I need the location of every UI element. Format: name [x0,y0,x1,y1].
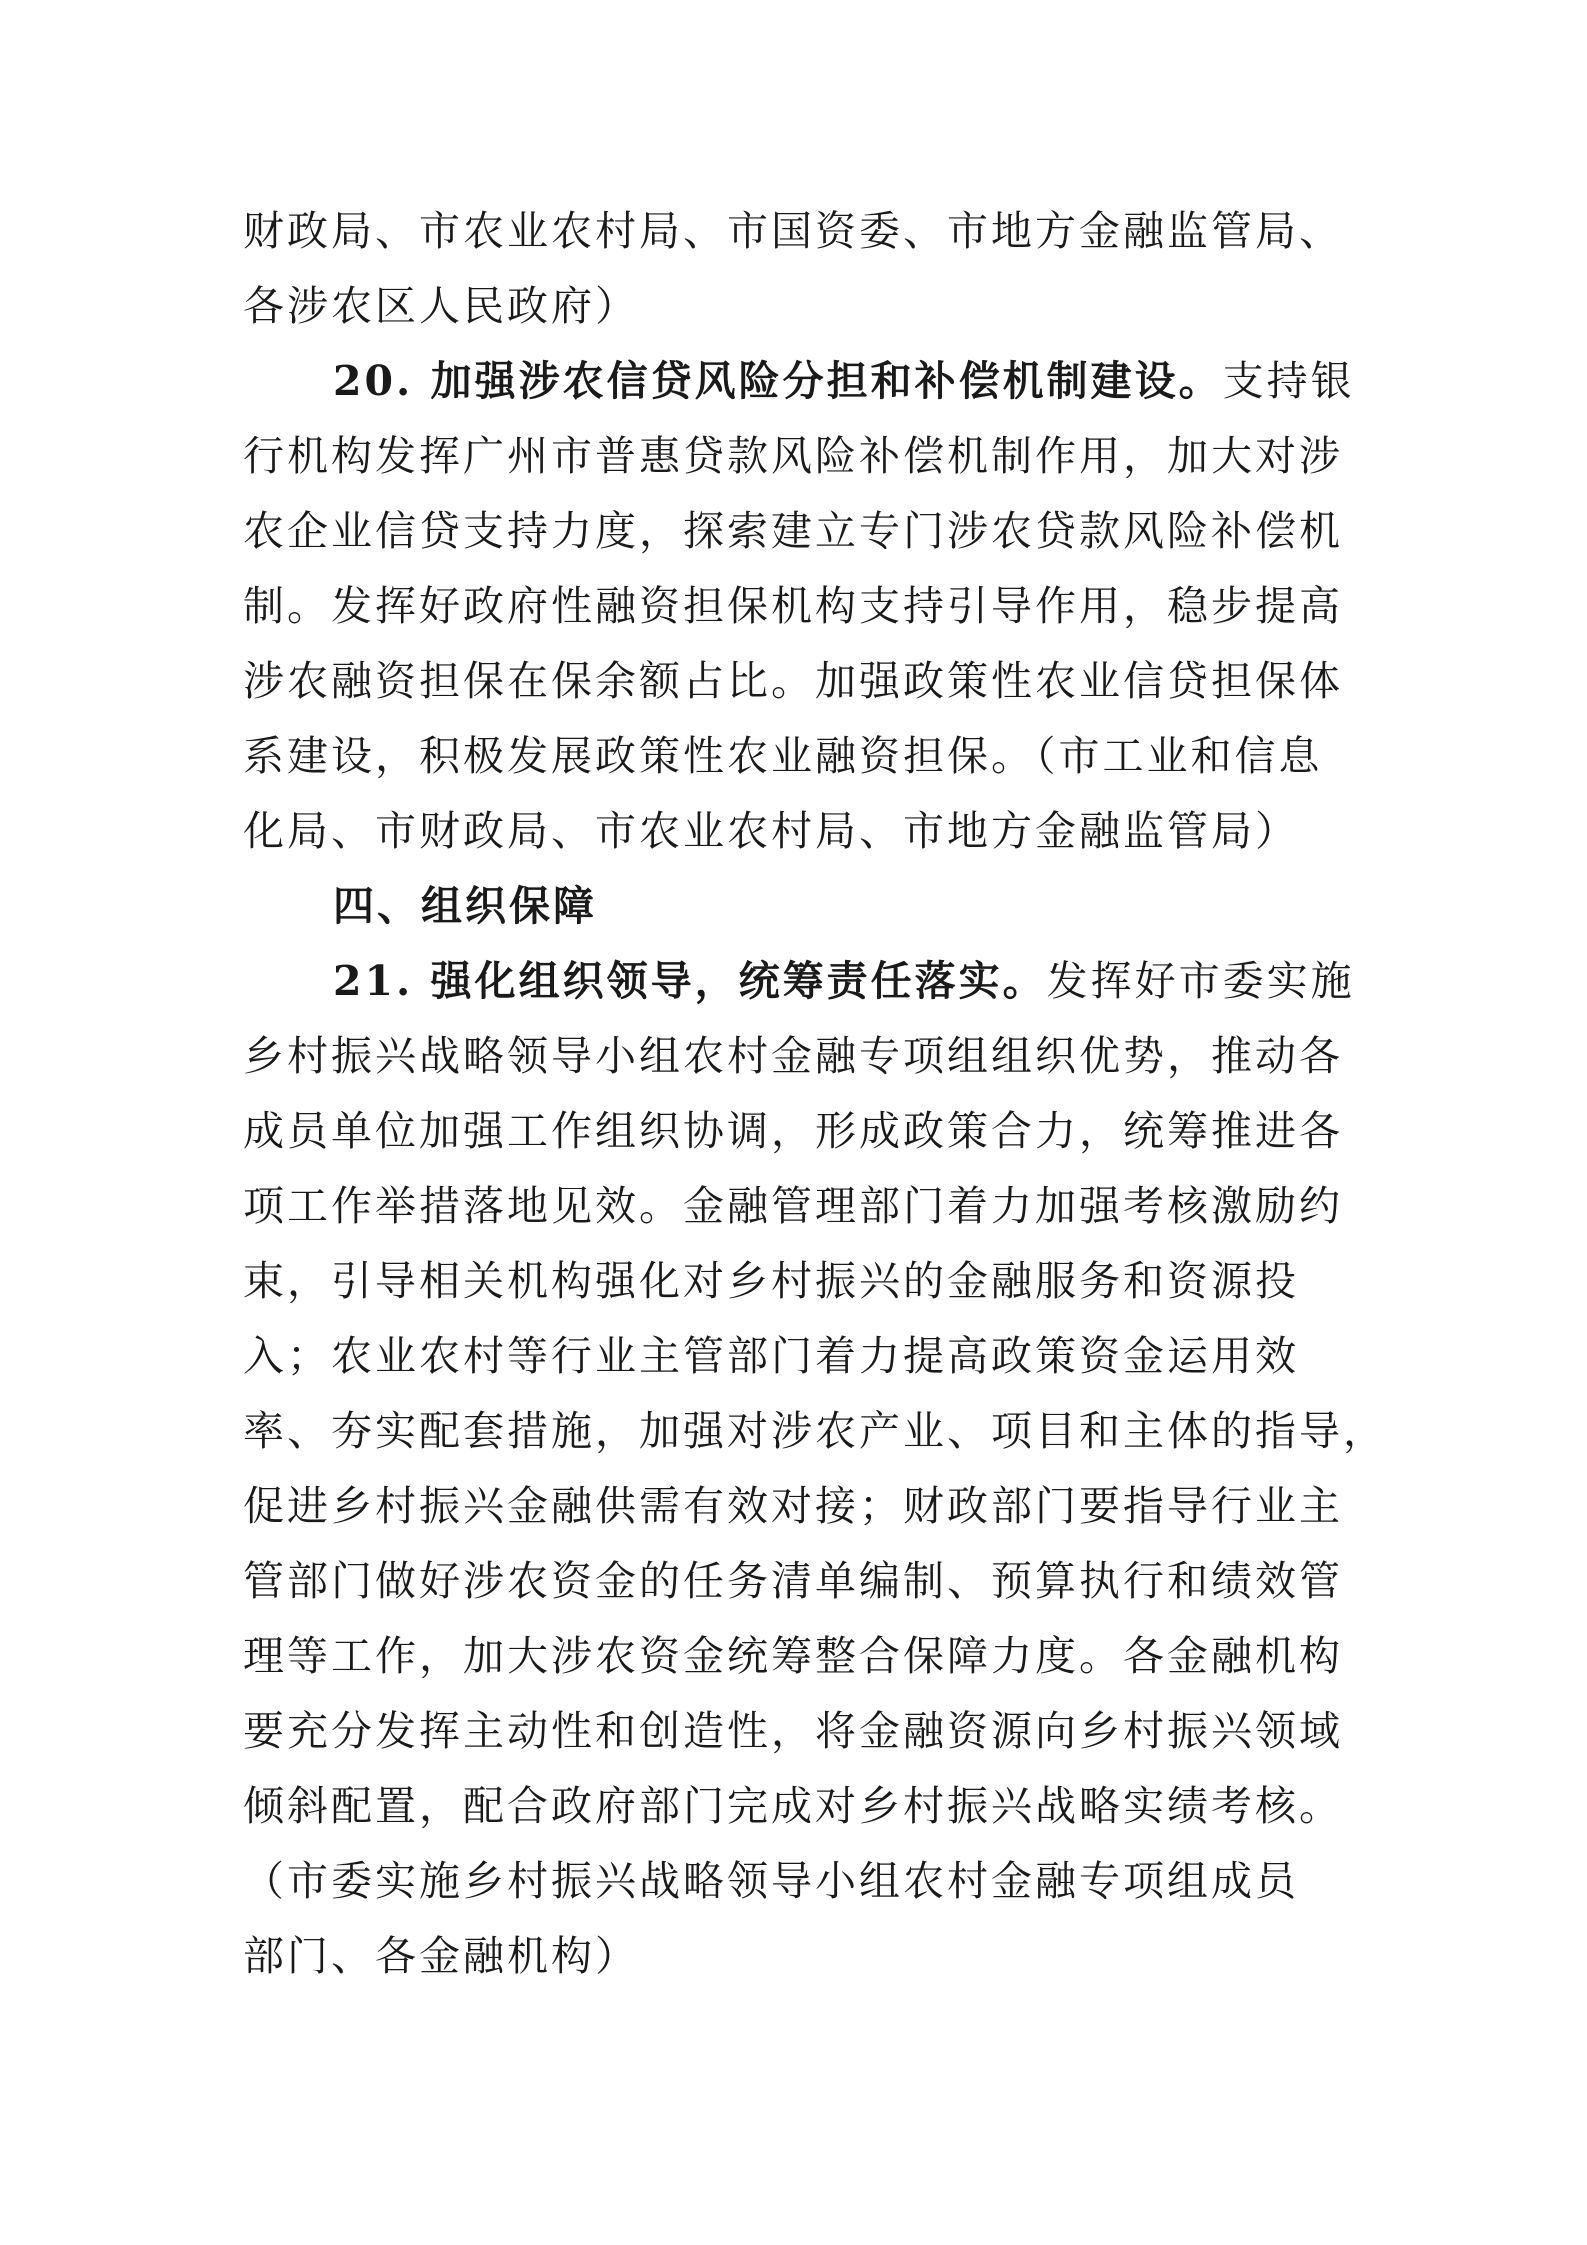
text-line: 管部门做好涉农资金的任务清单编制、预算执行和绩效管 [243,1557,1343,1605]
section-heading: 四、组织保障 [333,882,597,930]
text-line: 率、夯实配套措施，加强对涉农产业、项目和主体的指导， [243,1407,1387,1455]
item-20-heading: 20. 加强涉农信贷风险分担和补偿机制建设。 [333,357,1223,405]
text-line: 系建设，积极发展政策性农业融资担保。（市工业和信息 [243,732,1323,780]
item-21-heading: 21. 强化组织领导，统筹责任落实。 [333,957,1047,1005]
text-line: 财政局、市农业农村局、市国资委、市地方金融监管局、 [243,207,1343,255]
text-line: 乡村振兴战略领导小组农村金融专项组组织优势，推动各 [243,1032,1343,1080]
text-line: 要充分发挥主动性和创造性，将金融资源向乡村振兴领域 [243,1707,1343,1755]
item-20-text: 支持银 [1222,357,1355,405]
text-line: （市委实施乡村振兴战略领导小组农村金融专项组成员 [243,1857,1299,1905]
text-line: 入；农业农村等行业主管部门着力提高政策资金运用效 [243,1332,1299,1380]
text-line: 倾斜配置，配合政府部门完成对乡村振兴战略实绩考核。 [243,1782,1343,1830]
text-line: 化局、市财政局、市农业农村局、市地方金融监管局） [243,807,1299,855]
document-body [243,194,1387,1994]
text-line: 农企业信贷支持力度，探索建立专门涉农贷款风险补偿机 [243,507,1343,555]
item-21-first-line [243,944,1355,1019]
item-20-first-line [243,344,1355,419]
text-line: 部门、各金融机构） [243,1932,639,1980]
item-21-text: 发挥好市委实施 [1046,957,1355,1005]
text-line: 各涉农区人民政府） [243,282,639,330]
text-line: 束，引导相关机构强化对乡村振兴的金融服务和资源投 [243,1257,1299,1305]
text-line: 理等工作，加大涉农资金统筹整合保障力度。各金融机构 [243,1632,1343,1680]
text-line: 涉农融资担保在保余额占比。加强政策性农业信贷担保体 [243,657,1343,705]
text-line: 项工作举措落地见效。金融管理部门着力加强考核激励约 [243,1182,1343,1230]
text-line: 促进乡村振兴金融供需有效对接；财政部门要指导行业主 [243,1482,1343,1530]
text-line: 成员单位加强工作组织协调，形成政策合力，统筹推进各 [243,1107,1343,1155]
text-line: 行机构发挥广州市普惠贷款风险补偿机制作用，加大对涉 [243,432,1343,480]
text-line: 制。发挥好政府性融资担保机构支持引导作用，稳步提高 [243,582,1343,630]
